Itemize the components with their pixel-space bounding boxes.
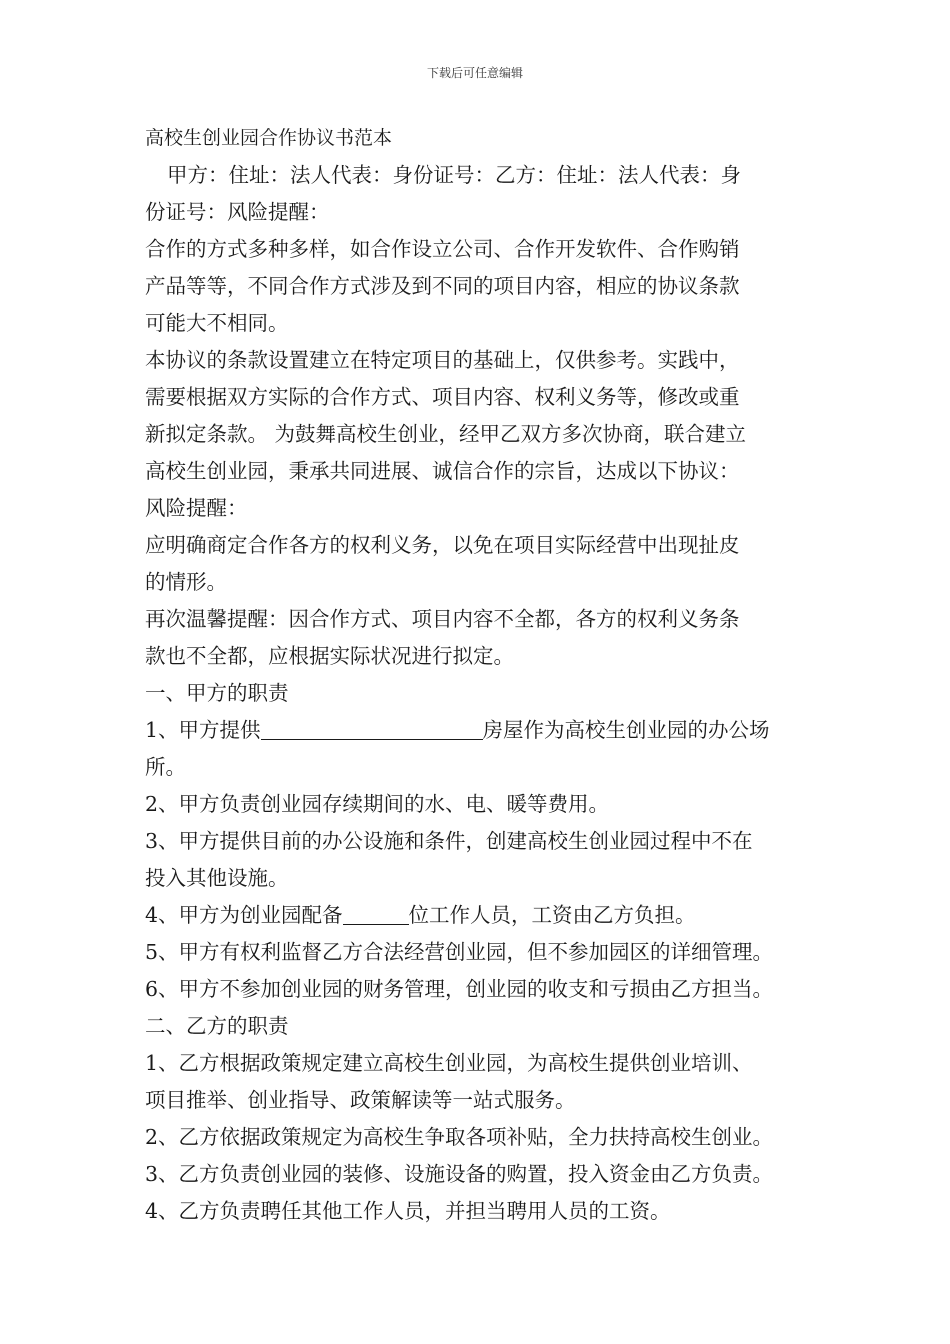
basis-paragraph-line: 高校生创业园，秉承共同进展、诚信合作的宗旨，达成以下协议： (145, 459, 740, 483)
party-a-item-5: 5、甲方有权利监督乙方合法经营创业园，但不参加园区的详细管理。 (145, 940, 774, 964)
basis-paragraph-line: 风险提醒： (145, 496, 248, 520)
party-b-item-4: 4、乙方负责聘任其他工作人员，并担当聘用人员的工资。 (145, 1199, 671, 1223)
parties-line: 份证号：风险提醒： (145, 200, 330, 224)
party-a-item-3: 3、甲方提供目前的办公设施和条件，创建高校生创业园过程中不在 (145, 829, 753, 853)
party-a-item-2: 2、甲方负责创业园存续期间的水、电、暖等费用。 (145, 792, 610, 816)
section-heading-party-a: 一、甲方的职责 (145, 681, 289, 705)
fill-in-blank[interactable] (343, 900, 409, 925)
risk-note-line: 产品等等，不同合作方式涉及到不同的项目内容，相应的协议条款 (145, 274, 740, 298)
document-body (145, 120, 817, 1230)
section-heading-party-b: 二、乙方的职责 (145, 1014, 289, 1038)
parties-line: 甲方：住址：法人代表：身份证号：乙方：住址：法人代表：身 (167, 163, 741, 187)
risk-note-line: 可能大不相同。 (145, 311, 289, 335)
risk-note-line: 合作的方式多种多样，如合作设立公司、合作开发软件、合作购销 (145, 237, 740, 261)
item-text: 房屋作为高校生创业园的办公场 (482, 718, 770, 742)
party-b-item-1-cont: 项目推举、创业指导、政策解读等一站式服务。 (145, 1088, 576, 1112)
item-text: 4、甲方为创业园配备 (145, 903, 343, 927)
reminder-line: 再次温馨提醒：因合作方式、项目内容不全都，各方的权利义务条 (145, 607, 740, 631)
party-b-item-1: 1、乙方根据政策规定建立高校生创业园，为高校生提供创业培训、 (145, 1051, 753, 1075)
party-b-item-2: 2、乙方依据政策规定为高校生争取各项补贴，全力扶持高校生创业。 (145, 1125, 774, 1149)
party-a-item-3-cont: 投入其他设施。 (145, 866, 289, 890)
basis-paragraph-line: 新拟定条款。 为鼓舞高校生创业，经甲乙双方多次协商，联合建立 (145, 422, 747, 446)
party-b-item-3: 3、乙方负责创业园的装修、设施设备的购置，投入资金由乙方负责。 (145, 1162, 774, 1186)
item-text: 1、甲方提供 (145, 718, 261, 742)
header-note: 下载后可任意编辑 (426, 66, 523, 80)
party-a-item-1 (145, 712, 817, 749)
party-a-item-4 (145, 897, 817, 934)
reminder-line: 款也不全都，应根据实际状况进行拟定。 (145, 644, 514, 668)
party-a-item-1-cont: 所。 (145, 755, 186, 779)
risk-note-line: 的情形。 (145, 570, 227, 594)
item-text: 位工作人员，工资由乙方负担。 (408, 903, 696, 927)
basis-paragraph-line: 需要根据双方实际的合作方式、项目内容、权利义务等，修改或重 (145, 385, 740, 409)
document-title: 高校生创业园合作协议书范本 (145, 127, 393, 149)
fill-in-blank[interactable] (261, 715, 483, 740)
risk-note-line: 应明确商定合作各方的权利义务，以免在项目实际经营中出现扯皮 (145, 533, 740, 557)
basis-paragraph-line: 本协议的条款设置建立在特定项目的基础上，仅供参考。实践中， (145, 348, 740, 372)
party-a-item-6: 6、甲方不参加创业园的财务管理，创业园的收支和亏损由乙方担当。 (145, 977, 774, 1001)
